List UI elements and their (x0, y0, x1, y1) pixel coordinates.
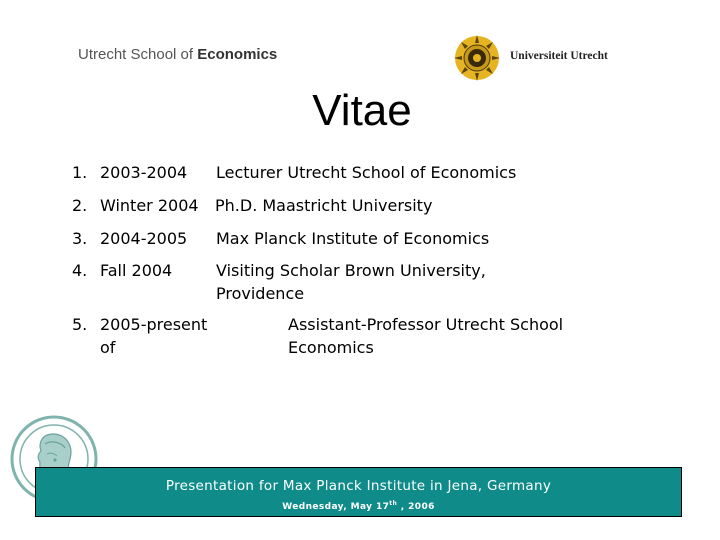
utrecht-school-logo (78, 46, 277, 63)
item-date: Fall 2004 (100, 261, 173, 280)
item-number: 5. (72, 315, 88, 334)
item-date: Winter 2004 (100, 196, 199, 215)
utrecht-sun-seal-icon (453, 34, 501, 82)
vitae-item-2 (72, 194, 592, 217)
slide-title: Vitae (312, 86, 412, 135)
footer-banner (35, 467, 682, 517)
vitae-item-1 (72, 161, 592, 184)
footer-date (36, 500, 681, 512)
logo-text-bold: Economics (197, 46, 278, 63)
vitae-item-4 (72, 259, 592, 305)
footer-presentation-title: Presentation for Max Planck Institute in Jena, Germany (165, 478, 552, 494)
item-description: Ph.D. Maastricht University (215, 196, 433, 215)
item-number: 4. (72, 261, 88, 280)
item-number: 2. (72, 196, 88, 215)
item-date: 2005-present (100, 315, 208, 334)
item-number: 3. (72, 229, 88, 248)
footer-date-year: , 2006 (397, 502, 435, 512)
footer-date-text: Wednesday, May 17 (282, 502, 390, 512)
item-description: Lecturer Utrecht School of Economics (216, 163, 517, 182)
footer-date-ordinal: th (389, 500, 398, 507)
item-description: Visiting Scholar Brown University, (216, 261, 486, 280)
universiteit-utrecht-logo: Universiteit Utrecht (510, 50, 608, 62)
item-description-line2: Providence (216, 284, 305, 303)
logo-text-prefix: Utrecht School of (78, 46, 194, 63)
item-date: 2003-2004 (100, 163, 188, 182)
item-description: Max Planck Institute of Economics (216, 229, 490, 248)
vitae-item-3 (72, 227, 592, 250)
item-date-line2: of (100, 338, 116, 357)
item-number: 1. (72, 163, 88, 182)
item-date: 2004-2005 (100, 229, 188, 248)
vitae-item-5 (72, 313, 632, 359)
item-description: Assistant-Professor Utrecht School (288, 315, 564, 334)
item-description-line2: Economics (288, 338, 374, 357)
